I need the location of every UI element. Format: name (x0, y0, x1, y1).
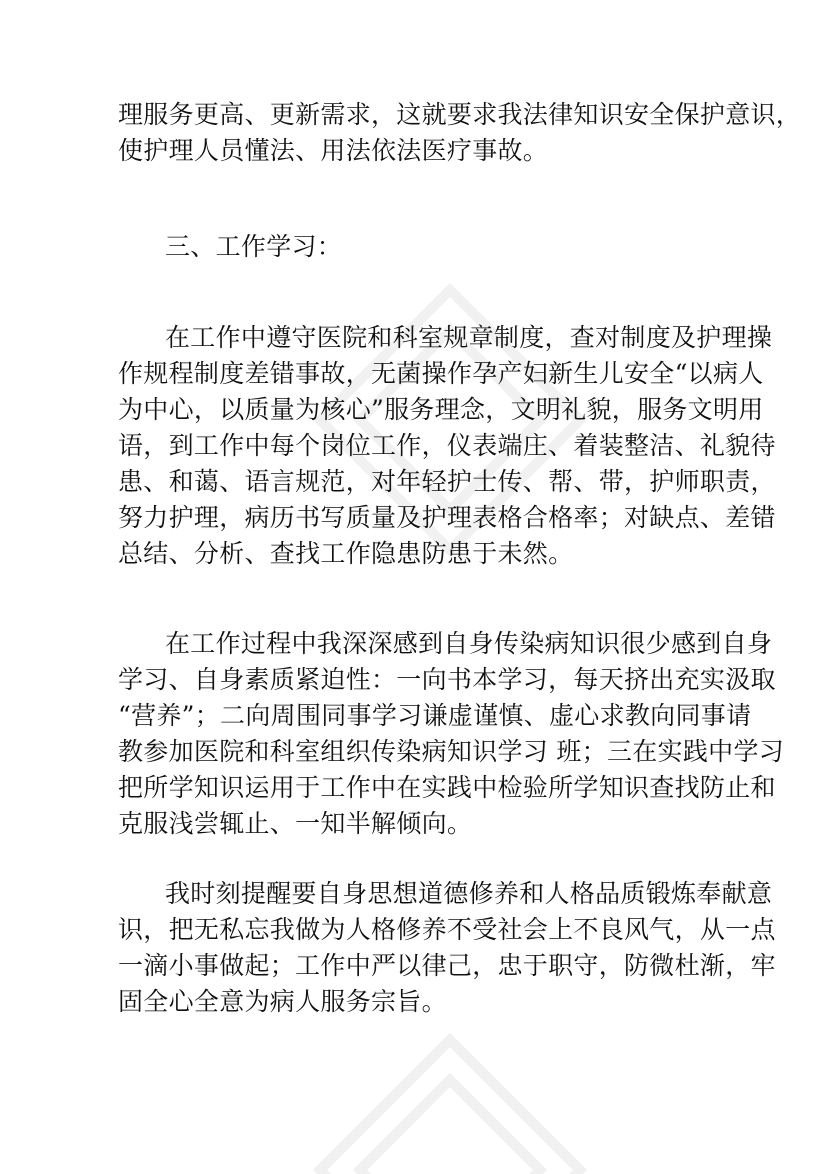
paragraph-3-line-6: 克服浅尝辄止、一知半解倾向。 (118, 809, 473, 838)
paragraph-4-line-1: 我时刻提醒要自身思想道德修养和人格品质锻炼奉献意 (165, 879, 773, 908)
paragraph-2-line-1: 在工作中遵守医院和科室规章制度，查对制度及护理操 (165, 323, 773, 352)
paragraph-3-line-3: “营养”；二向周围同事学习谦虚谨慎、虚心求教向同事请 (118, 701, 752, 730)
paragraph-2-line-6: 努力护理，病历书写质量及护理表格合格率；对缺点、差错 (118, 503, 776, 532)
section-heading: 三、工作学习： (165, 232, 343, 261)
paragraph-2-line-4: 语，到工作中每个岗位工作，仪表端庄、着装整洁、礼貌待 (118, 431, 776, 460)
paragraph-2-line-2: 作规程制度差错事故，无菌操作孕产妇新生儿安全“以病人 (118, 359, 764, 388)
paragraph-4-line-3: 一滴小事做起；工作中严以律己，忠于职守，防微杜渐，牢 (118, 951, 776, 980)
paragraph-2-line-7: 总结、分析、查找工作隐患防患于未然。 (118, 539, 574, 568)
paragraph-3-line-1: 在工作过程中我深深感到自身传染病知识很少感到自身 (165, 629, 773, 658)
paragraph-4-line-2: 识，把无私忘我做为人格修养不受社会上不良风气，从一点 (118, 915, 776, 944)
paragraph-1-line-1: 理服务更高、更新需求，这就要求我法律知识安全保护意识， (118, 100, 802, 129)
paragraph-2-line-5: 患、和蔼、语言规范，对年轻护士传、帮、带，护师职责， (118, 467, 776, 496)
paragraph-4-line-4: 固全心全意为病人服务宗旨。 (118, 987, 447, 1016)
paragraph-2-line-3: 为中心，以质量为核心”服务理念，文明礼貌，服务文明用 (118, 395, 764, 424)
watermark-diamond-icon (300, 1020, 600, 1174)
paragraph-3-line-4: 教参加医院和科室组织传染病知识学习 班；三在实践中学习 (118, 737, 785, 766)
paragraph-1-line-2: 使护理人员懂法、用法依法医疗事故。 (118, 136, 549, 165)
paragraph-3-line-5: 把所学知识运用于工作中在实践中检验所学知识查找防止和 (118, 773, 776, 802)
paragraph-3-line-2: 学习、自身素质紧迫性：一向书本学习，每天挤出充实汲取 (118, 665, 776, 694)
